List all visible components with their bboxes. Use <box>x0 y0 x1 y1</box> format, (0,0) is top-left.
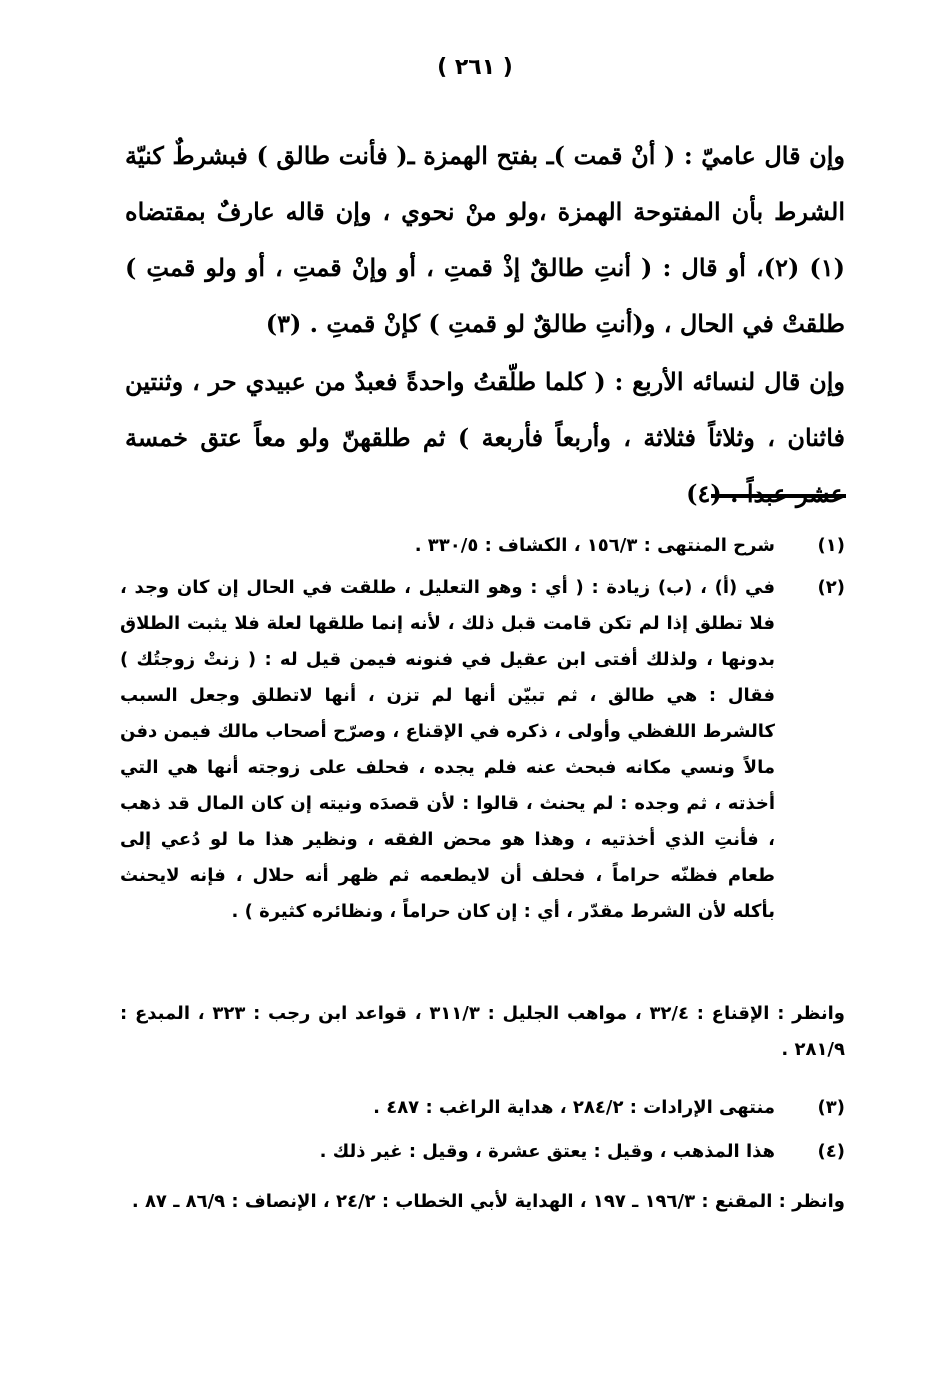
footnote-4 <box>120 1134 845 1170</box>
footnote-text: منتهى الإرادات : ٢٨٤/٢ ، هداية الراغب : ٤٨٧ . <box>373 1097 775 1118</box>
footnote-2-reference <box>120 996 845 1068</box>
footnote-number: (١) <box>817 535 845 556</box>
footnote-text: هذا المذهب ، وقيل : يعتق عشرة ، وقيل : غير ذلك . <box>319 1141 775 1162</box>
footnote-1 <box>120 528 845 564</box>
footnote-4-reference: وانظر : المقنع : ١٩٦/٣ ـ ١٩٧ ، الهداية لأبي الخطاب : ٢٤/٢ ، الإنصاف : ٨٦/٩ ـ ٨٧ . <box>131 1191 845 1212</box>
footnote-text: شرح المنتهى : ١٥٦/٣ ، الكشاف : ٣٣٠/٥ . <box>414 535 775 556</box>
footnote-3 <box>120 1090 845 1126</box>
footnote-divider <box>711 494 846 498</box>
footnote-2 <box>120 570 845 930</box>
footnote-reference-text: وانظر : الإقناع : ٣٢/٤ ، مواهب الجليل : ٣١١/٣ ، قواعد ابن رجب : ٣٢٣ ، المبدع : ٢٨١/٩ . <box>120 1003 845 1060</box>
body-paragraph-2: وإن قال لنسائه الأربع : ( كلما طلّقتُ واحدةً فعبدٌ من عبيدي حر ، وثنتين فاثنان ، وثلاثاً فثلاثة ، وأربعاً فأربعة ) ثم طلقهنّ ولو معاً عتق خمسة ٤) <box>125 367 846 508</box>
body-paragraph-1: وإن قال عاميّ : ( أنْ قمت )ـ بفتح الهمزة ـ( فأنت طالق ) فبشرطٌ كنيّة الشرط بأن المفتوحة الهمزة ،ولو منْ نحوي ، وإن قاله عارفٌ بمقتضاه (١) (٢)، أو قال : ( أنتِ طالقٌ إذْ قمتِ ، أو وإنْ قمتِ ، أو ولو قمتِ ) طلقتْ في الحال ، و(أنتِ طالقٌ لو قمتِ ) كإنْ قمتِ . (٣) <box>125 141 846 338</box>
footnote-number: (٢) <box>817 577 845 598</box>
footnote-number: (٤) <box>817 1141 845 1162</box>
footnote-number: (٣) <box>817 1097 845 1118</box>
page-number: ( ٢٦١ ) <box>437 55 513 80</box>
footnote-text: في (أ) ، (ب) زيادة : ( أي : وهو التعليل ، طلقت في الحال إن كان وجد ، فلا تطلق إذا لم تكن قامت قبل ذلك ، لأنه إنما طلقها لعلة فلا يثبت الطلاق بدونها ، ولذلك أفتى ابن عقيل في فنونه فيمن قيل له : ( زنتْ زوجتُك ) فقال : هي طالق ، ثم تبيّن أنها لم تزن ، أنها لاتطلق وجعل السبب كالشرط اللفظي وأولى ، ذكره في الإقناع ، وصرّح أصحاب مالك فيمن دفن مالاً ونسي مكانه فبحث عنه فلم يجده ، فحلف على زوجته أنها هي التي أخذته ، ثم وجده : لم يحنث ، قالوا : لأن قصدَه ونيته إن كان المال قد ذهب ، فأنتِ الذي أخذتيه ، وهذا هو محض الفقه ، ونظير هذا ما لو دُعي إلى طعام فظنّه حراماً ، فحلف أن لايطعمه ثم ظهر أنه حلال ، فإنه لايحنث بأكله لأن الشرط مقدّر ، أي : إن كان حراماً ، ونظائره كثيرة ) . <box>120 577 775 922</box>
